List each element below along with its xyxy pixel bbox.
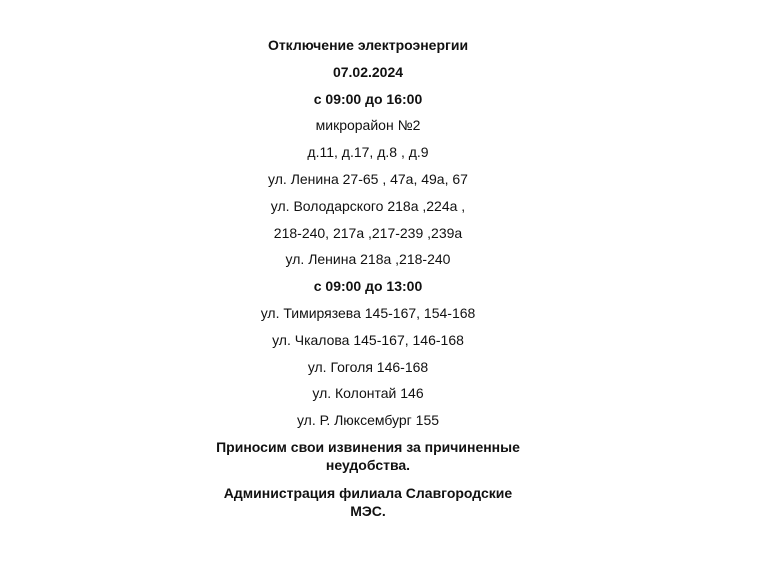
signature-line: Администрация филиала Славгородские — [223, 484, 513, 501]
address-line: д.11, д.17, д.8 , д.9 — [307, 144, 429, 161]
time-period-2: с 09:00 до 13:00 — [313, 278, 423, 295]
notice-date: 07.02.2024 — [332, 63, 404, 80]
address-line: ул. Чкалова 145-167, 146-168 — [272, 331, 464, 348]
address-line: ул. Володарского 218а ,224а , — [270, 197, 466, 214]
time-period-1: с 09:00 до 16:00 — [313, 90, 423, 107]
address-line: ул. Ленина 218а ,218-240 — [285, 251, 451, 268]
address-line: микрорайон №2 — [315, 117, 421, 134]
apology-line: неудобства. — [325, 456, 411, 473]
apology-line: Приносим свои извинения за причиненные — [216, 438, 520, 455]
address-line: ул. Р. Люксембург 155 — [296, 412, 440, 429]
outage-notice — [0, 36, 736, 530]
address-line: ул. Ленина 27-65 , 47а, 49а, 67 — [268, 170, 468, 187]
signature-line: МЭС. — [350, 502, 386, 519]
address-line: 218-240, 217а ,217-239 ,239а — [273, 224, 463, 241]
address-line: ул. Колонтай 146 — [312, 385, 424, 402]
apology-paragraph — [198, 438, 538, 474]
address-line: ул. Гоголя 146-168 — [307, 358, 429, 375]
signature-paragraph — [198, 484, 538, 520]
notice-title: Отключение электроэнергии — [267, 37, 469, 53]
address-line: ул. Тимирязева 145-167, 154-168 — [260, 304, 476, 321]
